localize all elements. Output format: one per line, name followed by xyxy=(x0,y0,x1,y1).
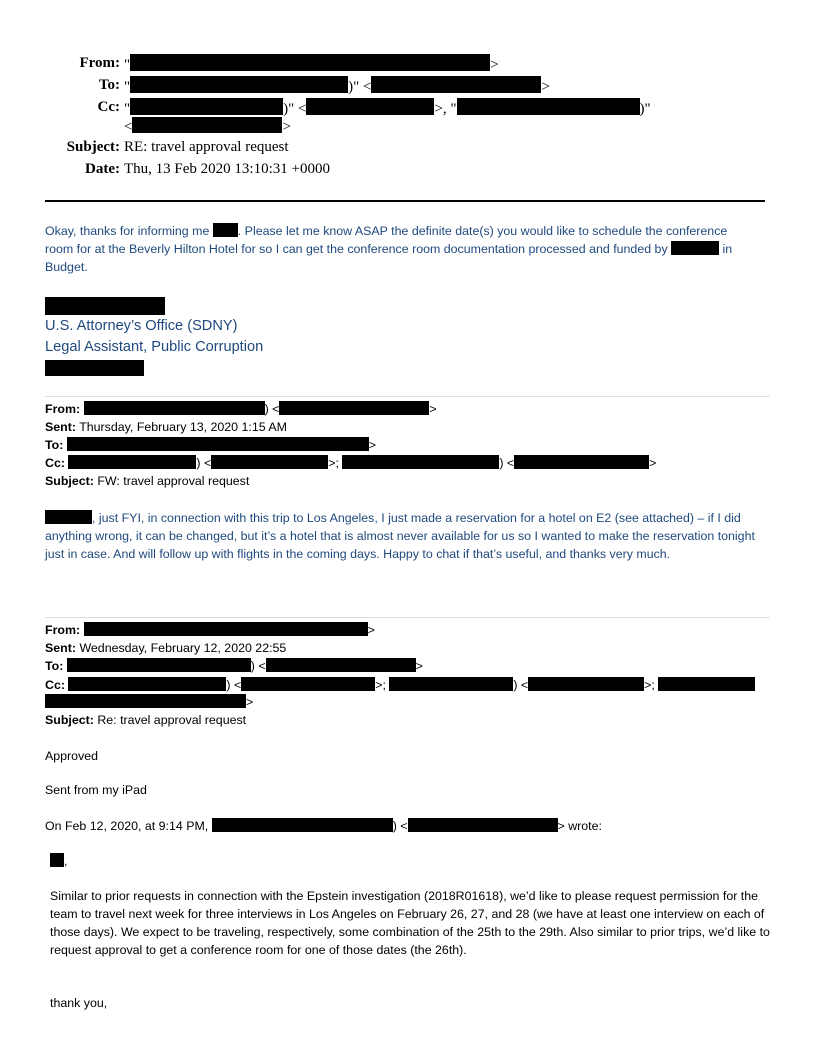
fwd1-to: To: > xyxy=(45,438,377,452)
redaction xyxy=(213,223,238,237)
redaction xyxy=(342,455,499,469)
fwd2-subject xyxy=(45,711,246,729)
sent-label: Sent: xyxy=(45,641,76,655)
fwd1-sent xyxy=(45,418,287,436)
fwd2-cc: Cc: ) < >; ) < >; xyxy=(45,676,755,694)
signature-title: Legal Assistant, Public Corruption xyxy=(45,339,264,355)
to-value: " )" < > xyxy=(124,76,550,96)
to-label: To: xyxy=(45,438,64,452)
subject-label: Subject: xyxy=(45,713,94,727)
sent-from-text: Sent from my iPad xyxy=(45,783,147,797)
redaction xyxy=(279,401,429,415)
quoted-body: Similar to prior requests in connection with the Epstein investigation (2018R01618), we’d like to please request permission for the team to travel next week for three interviews in Los Angeles on February 26, 27, and 28 (we have at least one interview on each of those days). We expect to be traveling, respectively, some combination of the 25th to the 29th. Also similar to prior trips, we’d like to request approval to get a conference room for one of those dates (the 26th). xyxy=(50,889,770,957)
approved-text: Approved xyxy=(45,749,99,763)
fwd1-subject xyxy=(45,472,249,490)
wrote-prefix: On Feb 12, 2020, at 9:14 PM, xyxy=(45,819,209,833)
separator xyxy=(45,396,770,397)
redaction xyxy=(371,76,541,93)
sent-value: Wednesday, February 12, 2020 22:55 xyxy=(79,641,287,655)
to-label: To: xyxy=(45,659,64,673)
wrote-suffix: > wrote: xyxy=(557,819,602,833)
fwd1-body-text: , just FYI, in connection with this trip to Los Angeles, I just made a reservation for a hotel on E2 (see attached) – if I did anything wrong, it can be changed, but it’s a hotel that is almost never available for us so I wanted to make the reservation tonight just in case. And will follow up with flights in the coming days. Happy to chat if that’s useful, and thanks very much. xyxy=(45,511,755,561)
reply-text: . Please let me know ASAP the definite date(s) you would like to schedule the conference room for at the Beverly Hilton Hotel for so I can get the conference room documentation processed and funded by xyxy=(45,224,728,256)
redaction xyxy=(408,818,558,832)
from-value: " > xyxy=(124,54,499,74)
sent-label: Sent: xyxy=(45,420,76,434)
redaction xyxy=(45,694,246,708)
redaction xyxy=(389,677,513,691)
redaction xyxy=(130,98,283,115)
redaction xyxy=(84,401,265,415)
sent-value: Thursday, February 13, 2020 1:15 AM xyxy=(79,420,287,434)
subject-value: RE: travel approval request xyxy=(124,139,289,155)
cc-label: Cc: xyxy=(45,456,65,470)
redaction xyxy=(67,658,251,672)
cc-label: Cc: xyxy=(45,678,65,692)
header-divider xyxy=(45,200,765,202)
redaction xyxy=(266,658,416,672)
reply-text: in Budget. xyxy=(45,242,733,274)
quoted-closing: thank you, xyxy=(50,996,108,1010)
fwd1-from: From: ) < > xyxy=(45,402,437,416)
cc-value: " )" < >, " )" xyxy=(124,98,651,118)
redaction xyxy=(68,455,196,469)
fwd2-sent xyxy=(45,639,286,657)
signature-office: U.S. Attorney’s Office (SDNY) xyxy=(45,318,238,334)
redaction xyxy=(50,853,64,867)
redaction xyxy=(514,455,649,469)
quoted-greeting xyxy=(50,852,770,870)
redaction xyxy=(130,76,348,93)
date-value: Thu, 13 Feb 2020 13:10:31 +0000 xyxy=(124,161,330,177)
fwd1-cc: Cc: ) < >; ) < > xyxy=(45,456,657,470)
redaction xyxy=(306,98,434,115)
redaction xyxy=(658,677,755,691)
to-label: To: xyxy=(98,77,120,93)
subject-value: Re: travel approval request xyxy=(97,713,247,727)
redaction xyxy=(132,117,282,133)
subject-value: FW: travel approval request xyxy=(97,474,250,488)
date-label: Date: xyxy=(85,161,120,177)
redaction xyxy=(671,241,719,255)
fwd1-body xyxy=(45,509,771,563)
signature-phone-redaction xyxy=(45,360,144,376)
redaction xyxy=(212,818,393,832)
cc-label: Cc: xyxy=(97,99,120,115)
fwd2-from: From: > xyxy=(45,623,375,637)
redaction xyxy=(241,677,375,691)
redaction xyxy=(68,677,226,691)
from-label: From: xyxy=(45,623,81,637)
reply-text: Okay, thanks for informing me xyxy=(45,224,213,238)
redaction xyxy=(211,455,328,469)
redaction xyxy=(528,677,644,691)
greeting-comma: , xyxy=(64,854,68,868)
redaction xyxy=(130,54,490,71)
redaction xyxy=(84,622,368,636)
signature-name-redaction xyxy=(45,297,165,315)
redaction xyxy=(457,98,640,115)
wrote-line: On Feb 12, 2020, at 9:14 PM, ) < > wrote: xyxy=(45,819,602,833)
subject-label: Subject: xyxy=(45,474,94,488)
redaction xyxy=(67,437,369,451)
from-label: From: xyxy=(79,55,120,71)
from-label: From: xyxy=(45,402,81,416)
separator xyxy=(45,617,770,618)
subject-label: Subject: xyxy=(66,139,120,155)
redaction xyxy=(45,510,92,524)
reply-body xyxy=(45,222,750,276)
fwd2-cc-cont: > xyxy=(45,693,253,711)
email-header xyxy=(0,0,816,200)
cc-value-cont: < > xyxy=(124,119,291,135)
fwd2-to: To: ) < > xyxy=(45,659,423,673)
